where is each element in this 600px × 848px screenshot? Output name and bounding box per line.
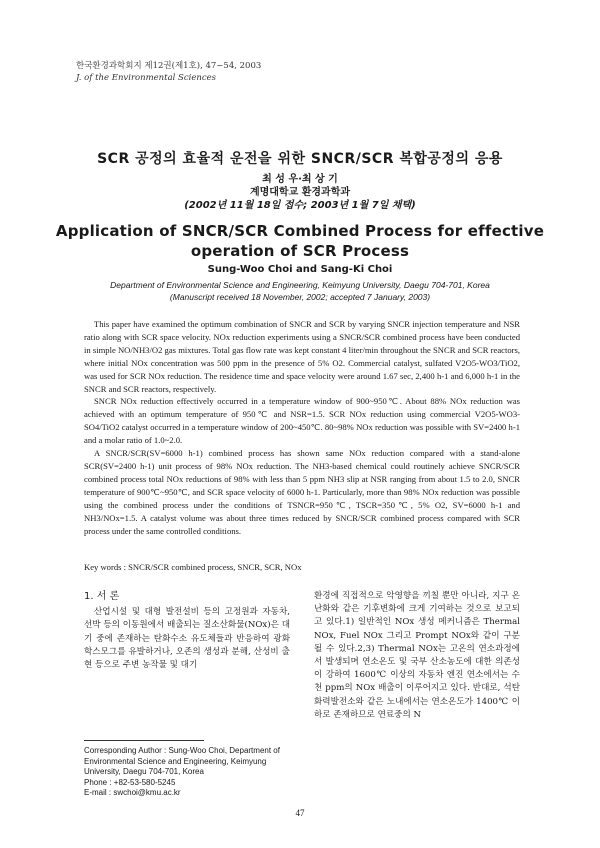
footnote-author: Corresponding Author : Sung-Woo Choi, Department of Environmental Science and Engineering, Keimyung University, Daegu 704-701, Korea <box>84 746 280 776</box>
title-english <box>0 221 600 261</box>
received-korean: (2002년 11월 18일 접수; 2003년 1월 7일 채택) <box>184 200 416 211</box>
abstract-paragraph-3: A SNCR/SCR(SV=6000 h-1) combined process has shown same NOx reduction compared with a stand-alone SCR(SV=2400 h-1) unit process of 98% NOx reduction. The NH3-based chemical could routinely achieve SNCR/SCR combined process total NOx reductions of 98% with less than 5 ppm NH3 slip at NSR ranging from about 1.5 to 2.0, SNCR temperature of 900℃~950℃, and SCR space velocity of 6000 h-1. Particularly, more than 98% NOx reduction was possible using the combined process under the conditions of TSNCR=950℃, TSCR=350℃, 5% O2, SV=6000 h-1 and NH3/NOx=1.5. A catalyst volume was about three times reduced by SNCR/SCR combined process compared with SCR process under the same controlled conditions. <box>84 448 520 536</box>
corresponding-author-footnote <box>84 746 294 799</box>
authors-english: Sung-Woo Choi and Sang-Ki Choi <box>207 264 393 275</box>
abstract-paragraph-2: SNCR NOx reduction effectively occurred in a temperature window of 900~950℃. About 88% NOx reduction was achieved with an optimum temperature of 950℃ and NSR=1.5. SCR NOx reduction using commercial V2O5-WO3-SO4/TiO2 catalyst occurred in a temperature window of 200~450℃. 80~98% NOx reduction was possible with SV=2400 h-1 and a molar ratio of 1.0~2.0. <box>84 396 520 446</box>
affiliation-korean: 계명대학교 환경과학과 <box>249 187 351 198</box>
abstract <box>84 318 520 537</box>
affiliation-english: Department of Environmental Science and Engineering, Keimyung University, Daegu 704-701, Korea <box>110 280 490 290</box>
title-english-line-1: Application of SNCR/SCR Combined Process for effective <box>55 222 545 240</box>
footnote-email: E-mail : swchoi@kmu.ac.kr <box>84 788 181 797</box>
received-english: (Manuscript received 18 November, 2002; accepted 7 January, 2003) <box>169 292 431 302</box>
footnote-divider <box>84 740 204 741</box>
authors-korean: 최 성 우·최 상 기 <box>262 174 338 185</box>
body-column-left <box>84 590 290 672</box>
title-korean: SCR 공정의 효율적 운전을 위한 SNCR/SCR 복합공정의 응용 <box>97 151 503 167</box>
abstract-paragraph-1: This paper have examined the optimum combination of SNCR and SCR by varying SNCR injection temperature and NSR ratio along with SCR space velocity. NOx reduction experiments using a SNCR/SCR combined process have been conducted in simple NO/NH3/O2 gas mixtures. Total gas flow rate was kept constant 4 liter/min throughout the SNCR and SCR reactors, where initial NOx concentration was 500 ppm in the presence of 5% O2. Commercial catalyst, sulfated V2O5-WO3/TiO2, was used for SCR NOx reduction. The residence time and space velocity were around 1.67 sec, 2,400 h-1 and 6,000 h-1 in the SNCR and SCR reactors, respectively. <box>84 319 520 394</box>
affiliation-block-english <box>0 279 600 303</box>
section-heading-introduction: 1. 서 론 <box>84 591 120 602</box>
keywords: Key words : SNCR/SCR combined process, SNCR, SCR, NOx <box>84 562 302 572</box>
title-english-line-2: operation of SCR Process <box>190 242 410 260</box>
page-number: 47 <box>295 808 305 818</box>
journal-name-en: J. of the Environmental Sciences <box>76 73 217 83</box>
journal-header <box>76 60 261 84</box>
introduction-text-left: 산업시설 및 대형 발전설비 등의 고정원과 자동차, 선박 등의 이동원에서 배출되는 질소산화물(NOx)은 대기 중에 존재하는 탄화수소 유도체들과 반응하여 광화학스모그를 유발하거나, 오존의 생성과 분해, 산성비 출현 등으로 주변 농작물 및 대기 <box>84 607 290 671</box>
journal-name-ko: 한국환경과학회지 제12권(제1호), 47~54, 2003 <box>76 61 262 71</box>
introduction-text-right: 환경에 직접적으로 악영향을 끼칠 뿐만 아니라, 지구 온난화와 같은 기후변화에 크게 기여하는 것으로 보고되고 있다.1) 일반적인 NOx 생성 메커니즘은 Thermal NOx, Fuel NOx 그리고 Prompt NOx와 같이 구분될 수 있다.2,3) Thermal NOx는 고온의 연소과정에서 발생되며 연소온도 및 국부 산소농도에 대한 의존성이 강하여 1600℃ 이상의 자동차 엔진 연소에서는 수 천 ppm의 NOx 배출이 이루어지고 있다. 반대로, 석탄화력발전소와 같은 노내에서는 연소온도가 1400℃ 이하로 존재하므로 연료중의 N <box>314 591 520 720</box>
author-block-korean <box>0 173 600 212</box>
footnote-phone: Phone : +82-53-580-5245 <box>84 777 176 787</box>
body-column-right <box>314 590 520 722</box>
